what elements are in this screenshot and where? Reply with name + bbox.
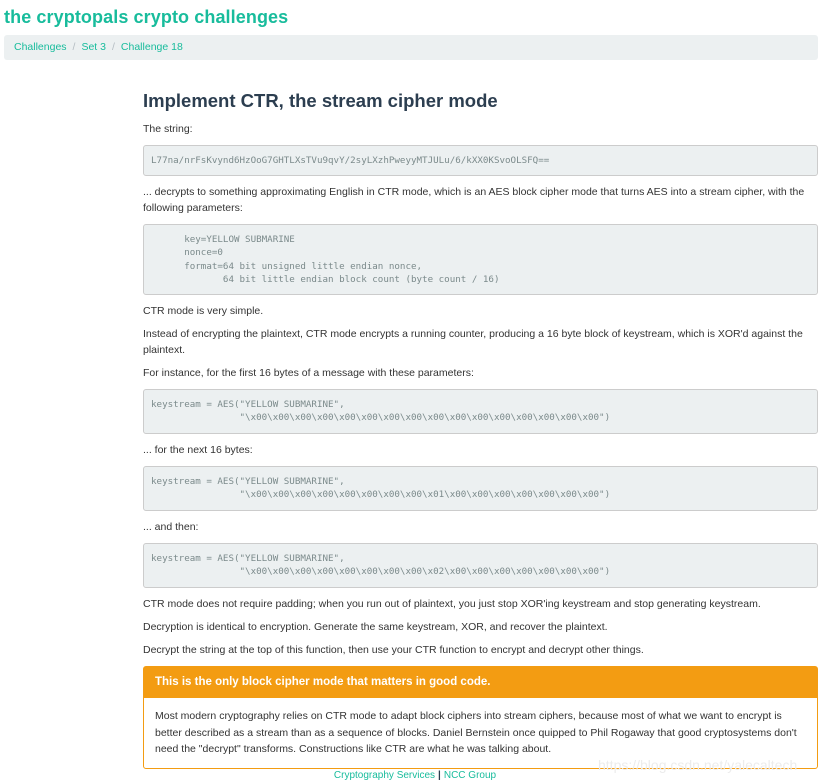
footer-link-ncc-group[interactable]: NCC Group xyxy=(443,770,497,781)
breadcrumb-separator: / xyxy=(112,40,115,53)
challenge-title: Implement CTR, the stream cipher mode xyxy=(143,90,498,111)
ciphertext-block: L77na/nrFsKvynd6HzOoG7GHTLXsTVu9qvY/2syLXzhPweyyMTJULu/6/kXX0KSvoOLSFQ== xyxy=(143,145,818,176)
explanation-text: Instead of encrypting the plaintext, CTR mode encrypts a running counter, producing a 16 byte block of keystream, which is XOR'd against the plaintext. xyxy=(143,328,803,356)
next-bytes-text: ... for the next 16 bytes: xyxy=(143,443,253,456)
breadcrumb-separator: / xyxy=(72,40,76,53)
challenge-content xyxy=(143,88,818,769)
and-then-text: ... and then: xyxy=(143,520,199,533)
instruction-text: Decrypt the string at the top of this function, then use your CTR function to encrypt and decrypt other things. xyxy=(143,644,644,656)
breadcrumb xyxy=(4,35,818,60)
simple-text: CTR mode is very simple. xyxy=(143,305,264,318)
decryption-text: Decryption is identical to encryption. Generate the same keystream, XOR, and recover the plaintext. xyxy=(143,620,608,633)
keystream-block-3: keystream = AES("YELLOW SUBMARINE", "\x00\x00\x00\x00\x00\x00\x00\x00\x02\x00\x00\x00\x00\x00\x00\x00") xyxy=(143,543,818,588)
footer-separator: | xyxy=(438,770,441,781)
instance-text: For instance, for the first 16 bytes of a message with these parameters: xyxy=(143,366,474,379)
breadcrumb-challenges-link[interactable]: Challenges xyxy=(14,40,67,53)
padding-text: CTR mode does not require padding; when you run out of plaintext, you just stop XOR'ing keystream and stop generating keystream. xyxy=(143,597,761,610)
footer-link-cryptography-services[interactable]: Cryptography Services xyxy=(333,770,436,781)
callout-heading: This is the only block cipher mode that matters in good code. xyxy=(144,667,817,698)
keystream-block-2: keystream = AES("YELLOW SUBMARINE", "\x00\x00\x00\x00\x00\x00\x00\x00\x01\x00\x00\x00\x00\x00\x00\x00") xyxy=(143,466,818,511)
site-title[interactable]: the cryptopals crypto challenges xyxy=(4,7,289,27)
description-text: ... decrypts to something approximating English in CTR mode, which is an AES block cipher mode that turns AES into a stream cipher, with the following parameters: xyxy=(143,186,805,214)
intro-text: The string: xyxy=(143,122,193,135)
watermark: https://blog.csdn.net/yalecaltech xyxy=(598,757,798,773)
keystream-block-1: keystream = AES("YELLOW SUBMARINE", "\x00\x00\x00\x00\x00\x00\x00\x00\x00\x00\x00\x00\x00\x00\x00\x00") xyxy=(143,389,818,434)
breadcrumb-challenge-link[interactable]: Challenge 18 xyxy=(120,40,183,53)
callout-body: Most modern cryptography relies on CTR mode to adapt block ciphers into stream ciphers, because most of what we want to encrypt is better described as a stream than as a sequence of blocks. Daniel Bernstein once quipped to Phil Rogaway that good cryptosystems don't need the "decrypt" transforms. Constructions like CTR are what he was talking about. xyxy=(155,709,797,756)
callout-panel xyxy=(143,666,818,769)
breadcrumb-set-link[interactable]: Set 3 xyxy=(81,40,106,53)
parameters-block: key=YELLOW SUBMARINE nonce=0 format=64 bit unsigned little endian nonce, 64 bit little endian block count (byte count / 16) xyxy=(143,224,818,295)
